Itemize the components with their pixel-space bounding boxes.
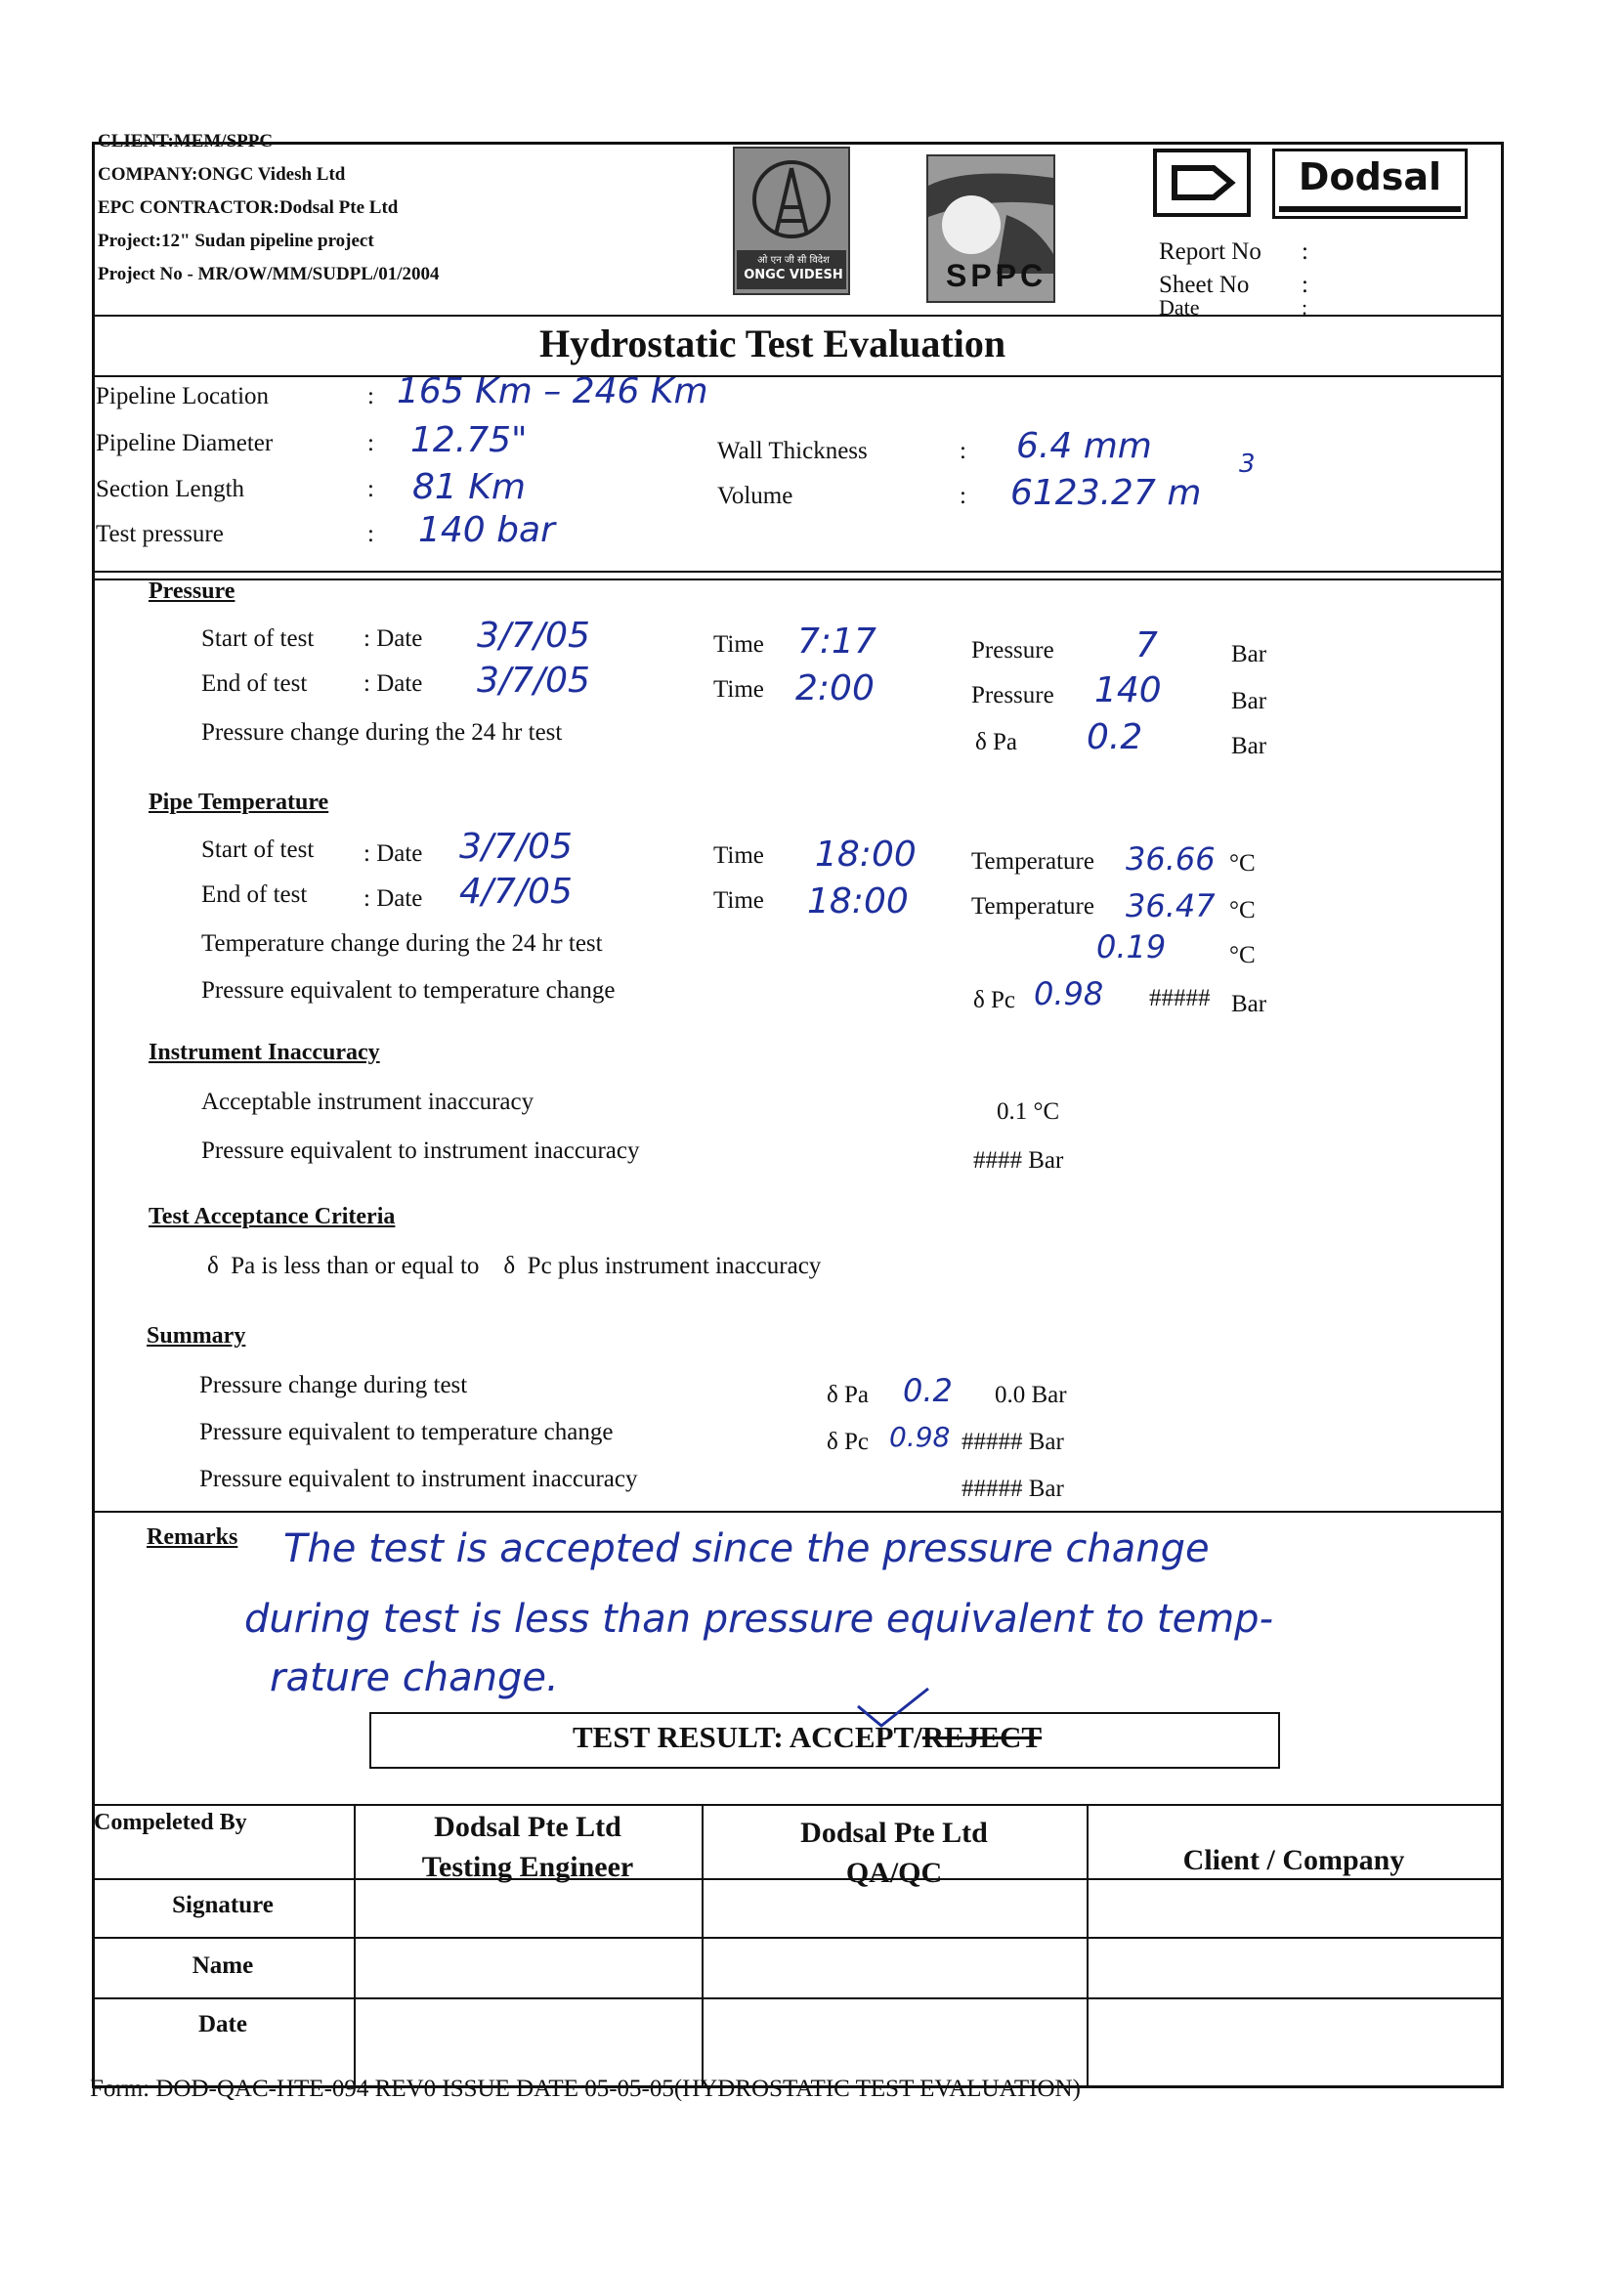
pressure-heading: Pressure <box>149 579 235 604</box>
temp-start-temp-label: Temperature <box>971 848 1094 875</box>
summary-dpc-label: δ Pc <box>827 1429 870 1455</box>
instrument-inaccuracy-heading: Instrument Inaccuracy <box>149 1040 380 1065</box>
dodsal-arrow-icon <box>1153 149 1253 219</box>
pressure-end-label: End of test <box>201 670 308 697</box>
sheet-no-colon: : <box>1302 272 1308 298</box>
project-line: Project:12" Sudan pipeline project <box>98 231 374 251</box>
dodsal-arrow-logo <box>1153 149 1253 219</box>
wall-thickness-label: Wall Thickness <box>717 438 868 464</box>
section-length-label: Section Length <box>96 476 245 502</box>
colon: : <box>960 483 966 509</box>
pressure-change-label: Pressure change during the 24 hr test <box>201 719 563 746</box>
summary-dpc-hand: 0.98 <box>889 1421 951 1453</box>
sppc-logo-text: SPPC <box>946 258 1047 293</box>
test-pressure-value: 140 bar <box>418 510 555 550</box>
celsius-unit: °C <box>1229 850 1256 877</box>
dpc-label: δ Pc <box>973 987 1016 1013</box>
bar-unit: Bar <box>1231 991 1267 1017</box>
pressure-end-value: 140 <box>1094 670 1162 710</box>
pressure-end-time-label: Time <box>713 676 764 703</box>
signoff-col1-header <box>356 1808 700 1887</box>
temp-end-label: End of test <box>201 881 308 908</box>
dpa-label: δ Pa <box>975 729 1018 755</box>
ongc-videsh-logo <box>733 147 850 295</box>
test-result-accept: TEST RESULT: ACCEPT/ <box>573 1720 922 1754</box>
name-row-label: Name <box>192 1952 254 1979</box>
sheet-no-label: Sheet No <box>1159 272 1250 298</box>
dpc-value: 0.98 <box>1034 975 1104 1012</box>
colon: : <box>367 476 374 502</box>
report-no-label: Report No <box>1159 238 1261 265</box>
acceptable-inaccuracy-value: 0.1 °C <box>997 1098 1060 1125</box>
colon: : <box>367 383 374 409</box>
pressure-start-date-label: : Date <box>363 625 423 652</box>
signature-row-label: Signature <box>172 1892 274 1918</box>
signoff-col2-header <box>704 1814 1085 1893</box>
temp-end-value: 36.47 <box>1126 887 1216 924</box>
sppc-logo <box>926 154 1055 303</box>
pressure-end-date-label: : Date <box>363 670 423 697</box>
dodsal-logo-box <box>1272 149 1468 219</box>
signoff-col2-line2: QA/QC <box>845 1856 943 1889</box>
summary-dpa-value: 0.0 Bar <box>995 1382 1067 1408</box>
volume-label: Volume <box>717 483 793 509</box>
summary-dpa-hand: 0.2 <box>903 1372 953 1409</box>
company-line: COMPANY:ONGC Videsh Ltd <box>98 164 346 185</box>
colon: : <box>960 438 966 464</box>
pipeline-diameter-label: Pipeline Diameter <box>96 430 274 456</box>
wall-thickness-value: 6.4 mm <box>1016 426 1152 466</box>
volume-value: 6123.27 m <box>1010 473 1202 513</box>
signoff-col1-line2: Testing Engineer <box>421 1850 634 1883</box>
celsius-unit: °C <box>1229 897 1256 923</box>
pressure-end-pressure-label: Pressure <box>971 682 1054 708</box>
dpa-value: 0.2 <box>1087 717 1143 757</box>
temp-end-date-label: : Date <box>363 885 423 912</box>
temp-equiv-label: Pressure equivalent to temperature change <box>201 977 616 1004</box>
date-colon: : <box>1302 295 1308 320</box>
pressure-start-pressure-label: Pressure <box>971 637 1054 664</box>
remarks-heading: Remarks <box>147 1524 238 1550</box>
ongc-hindi-text: ओ एन जी सी विदेश <box>757 255 830 266</box>
temp-start-value: 36.66 <box>1126 840 1216 878</box>
dpc-printed: ##### <box>1149 985 1211 1011</box>
instrument-equiv-value: #### Bar <box>973 1147 1064 1174</box>
signoff-col1-line1: Dodsal Pte Ltd <box>434 1811 621 1843</box>
acceptable-inaccuracy-label: Acceptable instrument inaccuracy <box>201 1089 534 1115</box>
page-title: Hydrostatic Test Evaluation <box>539 322 1006 365</box>
signoff-col2-line1: Dodsal Pte Ltd <box>800 1817 988 1849</box>
summary-instrument-value: ##### Bar <box>962 1476 1064 1502</box>
pressure-start-time-label: Time <box>713 631 764 658</box>
volume-exponent: 3 <box>1239 450 1256 479</box>
pressure-start-date: 3/7/05 <box>477 616 590 656</box>
form-footer: Form: DOD-QAC-HTE-094 REV0 ISSUE DATE 05-05-05(HYDROSTATIC TEST EVALUATION) <box>90 2076 1081 2102</box>
temp-start-date-label: : Date <box>363 840 423 867</box>
instrument-equiv-label: Pressure equivalent to instrument inaccuracy <box>201 1137 640 1164</box>
pressure-end-date: 3/7/05 <box>477 661 590 701</box>
client-line: CLIENT:MEM/SPPC <box>98 131 274 151</box>
summary-row3-label: Pressure equivalent to instrument inaccuracy <box>199 1466 638 1492</box>
temp-end-time-label: Time <box>713 887 764 914</box>
summary-dpc-value: ##### Bar <box>962 1429 1064 1455</box>
test-pressure-label: Test pressure <box>96 521 224 547</box>
project-no-line: Project No - MR/OW/MM/SUDPL/01/2004 <box>98 264 440 284</box>
report-no-colon: : <box>1302 238 1308 265</box>
acceptance-criteria-heading: Test Acceptance Criteria <box>149 1204 396 1229</box>
bar-unit: Bar <box>1231 733 1267 759</box>
section-length-value: 81 Km <box>412 467 526 507</box>
pipeline-diameter-value: 12.75" <box>410 420 528 460</box>
temp-change-label: Temperature change during the 24 hr test <box>201 930 603 957</box>
pressure-end-time: 2:00 <box>795 668 875 708</box>
pressure-start-label: Start of test <box>201 625 315 652</box>
acceptance-criteria-text: δ Pa is less than or equal to δ Pc plus instrument inaccuracy <box>207 1253 822 1279</box>
test-result-reject: REJECT <box>921 1720 1043 1754</box>
temp-start-date: 3/7/05 <box>459 827 573 867</box>
pipe-temperature-heading: Pipe Temperature <box>149 790 329 815</box>
bar-unit: Bar <box>1231 641 1267 667</box>
bar-unit: Bar <box>1231 688 1267 714</box>
ongc-logo-text: ONGC VIDESH <box>744 268 843 282</box>
summary-row1-label: Pressure change during test <box>199 1372 468 1398</box>
signoff-col3-header: Client / Company <box>1182 1844 1405 1876</box>
summary-row2-label: Pressure equivalent to temperature change <box>199 1419 614 1445</box>
temp-start-time: 18:00 <box>815 835 917 875</box>
summary-heading: Summary <box>147 1323 246 1349</box>
remarks-line-3: rature change. <box>270 1655 559 1700</box>
pressure-start-time: 7:17 <box>797 622 876 662</box>
dodsal-logo-text: Dodsal <box>1298 155 1442 198</box>
epc-contractor-line: EPC CONTRACTOR:Dodsal Pte Ltd <box>98 197 399 218</box>
temp-change-value: 0.19 <box>1096 928 1167 965</box>
pipeline-location-value: 165 Km – 246 Km <box>397 371 708 411</box>
temp-end-time: 18:00 <box>807 881 909 922</box>
date-row-label: Date <box>198 2011 247 2037</box>
colon: : <box>367 521 374 547</box>
temp-start-label: Start of test <box>201 836 315 863</box>
pressure-start-value: 7 <box>1135 625 1158 665</box>
temp-start-time-label: Time <box>713 842 764 869</box>
colon: : <box>367 430 374 456</box>
temp-end-date: 4/7/05 <box>459 872 573 912</box>
test-result-text <box>573 1720 1042 1755</box>
remarks-line-1: The test is accepted since the pressure change <box>283 1526 1210 1571</box>
completed-by-label: Compeleted By <box>94 1810 247 1835</box>
celsius-unit: °C <box>1229 942 1256 968</box>
temp-end-temp-label: Temperature <box>971 893 1094 920</box>
pipeline-location-label: Pipeline Location <box>96 383 270 409</box>
date-label: Date <box>1159 295 1200 320</box>
summary-dpa-label: δ Pa <box>827 1382 870 1408</box>
remarks-line-2: during test is less than pressure equivalent to temp- <box>244 1597 1274 1642</box>
